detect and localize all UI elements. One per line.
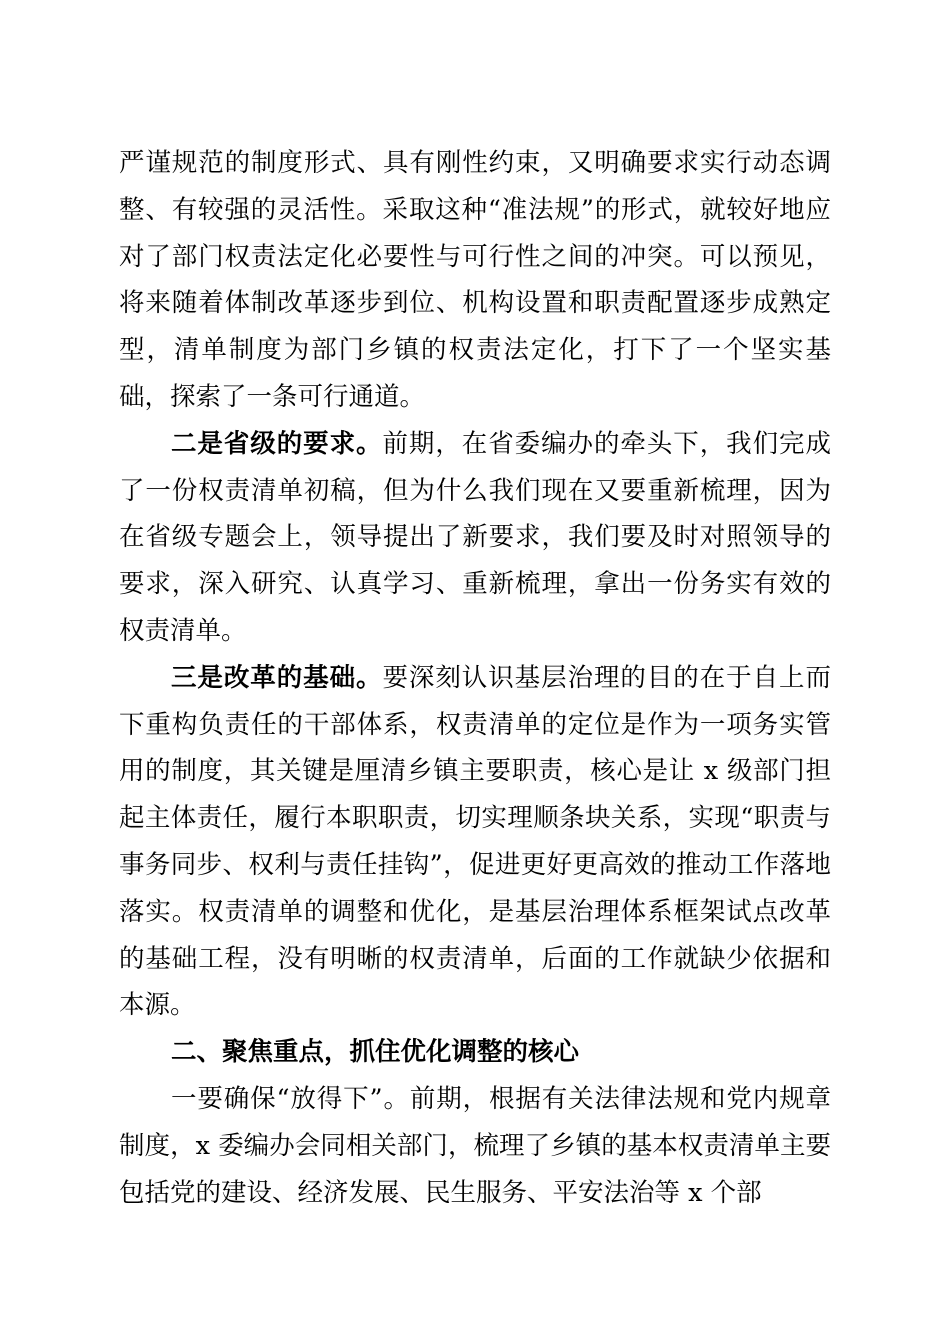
- paragraph-lead: 二是省级的要求。: [171, 428, 383, 459]
- paragraph-text: 前期，在省委编办的牵头下，我们完成了一份权责清单初稿，但为什么我们现在又要重新梳理，因为在省级专题会上，领导提出了新要求，我们要及时对照领导的要求，深入研究、认真学习、重新梳理，拿出一份务实有效的权责清单。: [119, 428, 831, 646]
- paragraph-reform-foundation: [119, 655, 831, 1029]
- document-body: [119, 140, 831, 1216]
- section-heading: 二、聚焦重点，抓住优化调整的核心: [171, 1037, 580, 1068]
- paragraph-continuation: 严谨规范的制度形式、具有刚性约束，又明确要求实行动态调整、有较强的灵活性。采取这种“准法规”的形式，就较好地应对了部门权责法定化必要性与可行性之间的冲突。可以预见，将来随着体制改革逐步到位、机构设置和职责配置逐步成熟定型，清单制度为部门乡镇的权责法定化，打下了一个坚实基础，探索了一条可行通道。: [119, 148, 831, 412]
- paragraph-lead: 三是改革的基础。: [171, 662, 383, 693]
- paragraph-ensure-release: 一要确保“放得下”。前期，根据有关法律法规和党内规章制度，x 委编办会同相关部门，梳理了乡镇的基本权责清单主要包括党的建设、经济发展、民生服务、平安法治等 x 个部: [119, 1083, 831, 1208]
- paragraph-provincial-requirement: [119, 421, 831, 655]
- paragraph-text: 要深刻认识基层治理的目的在于自上而下重构负责任的干部体系，权责清单的定位是作为一项务实管用的制度，其关键是厘清乡镇主要职责，核心是让 x 级部门担起主体责任，履行本职职责，切实理顺条块关系，实现“职责与事务同步、权利与责任挂钩”，促进更好更高效的推动工作落地落实。权责清单的调整和优化，是基层治理体系框架试点改革的基础工程，没有明晰的权责清单，后面的工作就缺少依据和本源。: [119, 662, 831, 1021]
